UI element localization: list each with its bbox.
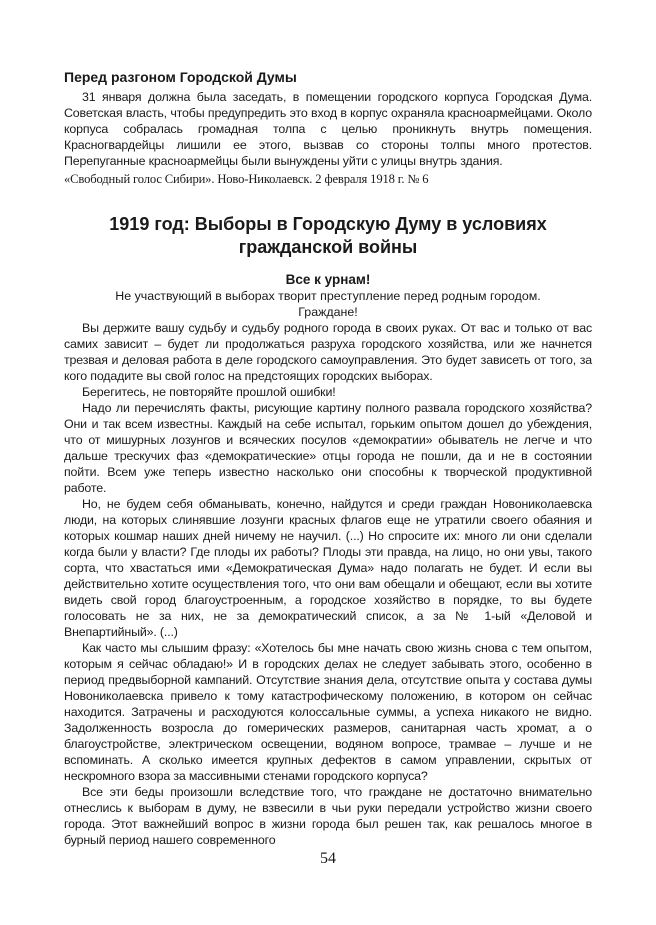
appeal-greeting: Граждане! <box>298 305 358 319</box>
chapter-title: 1919 год: Выборы в Городскую Думу в условиях гражданской войны <box>109 214 547 257</box>
body-paragraph: Как часто мы слышим фразу: «Хотелось бы мне начать свою жизнь снова с тем опытом, которым я сейчас обладаю!» И в городских делах не следует забывать этого, особенно в период предвыборной кампаний. Отсутствие знания дела, отсутствие опыта у состава думы Новониколаевска привело к тому катастрофическому положению, в котором он сейчас находится. Затрачены и расходуются колоссальные суммы, а успеха никакого не видно. Задолженность возросла до гомерических размеров, санитарная часть хромат, а о благоустройстве, электрическом освещении, водяном вопросе, трамвае – лучше и не вспоминать. А сколько имеется крупных дефектов в самом управлении, скрытых от нескромного взора за массивными стенами городского корпуса? <box>64 641 592 783</box>
source-citation: «Свободный голос Сибири». Ново-Николаевск. 2 февраля 1918 г. № 6 <box>64 172 429 186</box>
section-heading: Перед разгоном Городской Думы <box>64 69 297 85</box>
page-number: 54 <box>320 850 336 867</box>
body-paragraph: Берегитесь, не повторяйте прошлой ошибки! <box>82 385 336 399</box>
body-paragraph: Но, не будем себя обманывать, конечно, найдутся и среди граждан Новониколаевска люди, на которых слинявшие лозунги красных флагов еще не утратили своего обаяния и которых кошмар наших дней ничему не научил. (...) Но спросите их: много ли они сделали когда были у власти? Где плоды их работы? Плоды эти правда, на лицо, но они увы, такого сорта, что хвастаться ими «Демократическая Дума» надо полагать не будет. И если вы действительно хотите осуществления того, что они вам обещали и обещают, если вы хотите видеть свой город благоустроенным, а городское хозяйство в порядке, то вы будете голосовать не за них, не за демократический список, а за № 1-ый «Деловой и Внепартийный». (...) <box>64 497 592 639</box>
section-pre-dispersal <box>64 68 592 187</box>
body-paragraph: 31 января должна была заседать, в помещении городского корпуса Городская Дума. Советская власть, чтобы предупредить это вход в корпус охраняла красноармейцами. Около корпуса собралась громадная толпа с целью проникнуть внутрь помещения. Красногвардейцы лишили ее этого, вызвав со стороны толпы много протестов. Перепуганные красноармейцы были вынуждены уйти с улицы внутрь здания. <box>64 90 592 168</box>
body-paragraph: Вы держите вашу судьбу и судьбу родного города в своих руках. От вас и только от вас самих зависит – будет ли продолжаться разруха городского хозяйства, или же начнется трезвая и деловая работа в деле городского самоуправления. Это будет зависеть от того, за кого подадите вы свой голос на предстоящих городских выборах. <box>64 321 592 383</box>
appeal-heading: Все к урнам! <box>285 272 371 287</box>
body-paragraph: Надо ли перечислять факты, рисующие картину полного развала городского хозяйства? Они и так всем известны. Каждый на себе испытал, горьким опытом дошел до убеждения, что от мишурных лозунгов и всяческих посулов «демократии» обыватель не легче и что дальше трескучих фаз «демократические» отцы города не пошли, да и не в состоянии пойти. Всем уже теперь известно насколько они способны к творческой продуктивной работе. <box>64 401 592 495</box>
body-paragraph: Все эти беды произошли вследствие того, что граждане не достаточно внимательно отнеслись к выборам в думу, не взвесили в чьи руки передали устройство жизни своего города. Этот важнейший вопрос в жизни города был решен так, как решалось многое в бурный период нашего современного <box>64 785 592 847</box>
appeal-slogan: Не участвующий в выборах творит преступление перед родным городом. <box>115 289 541 303</box>
section-1919-elections <box>64 213 592 848</box>
